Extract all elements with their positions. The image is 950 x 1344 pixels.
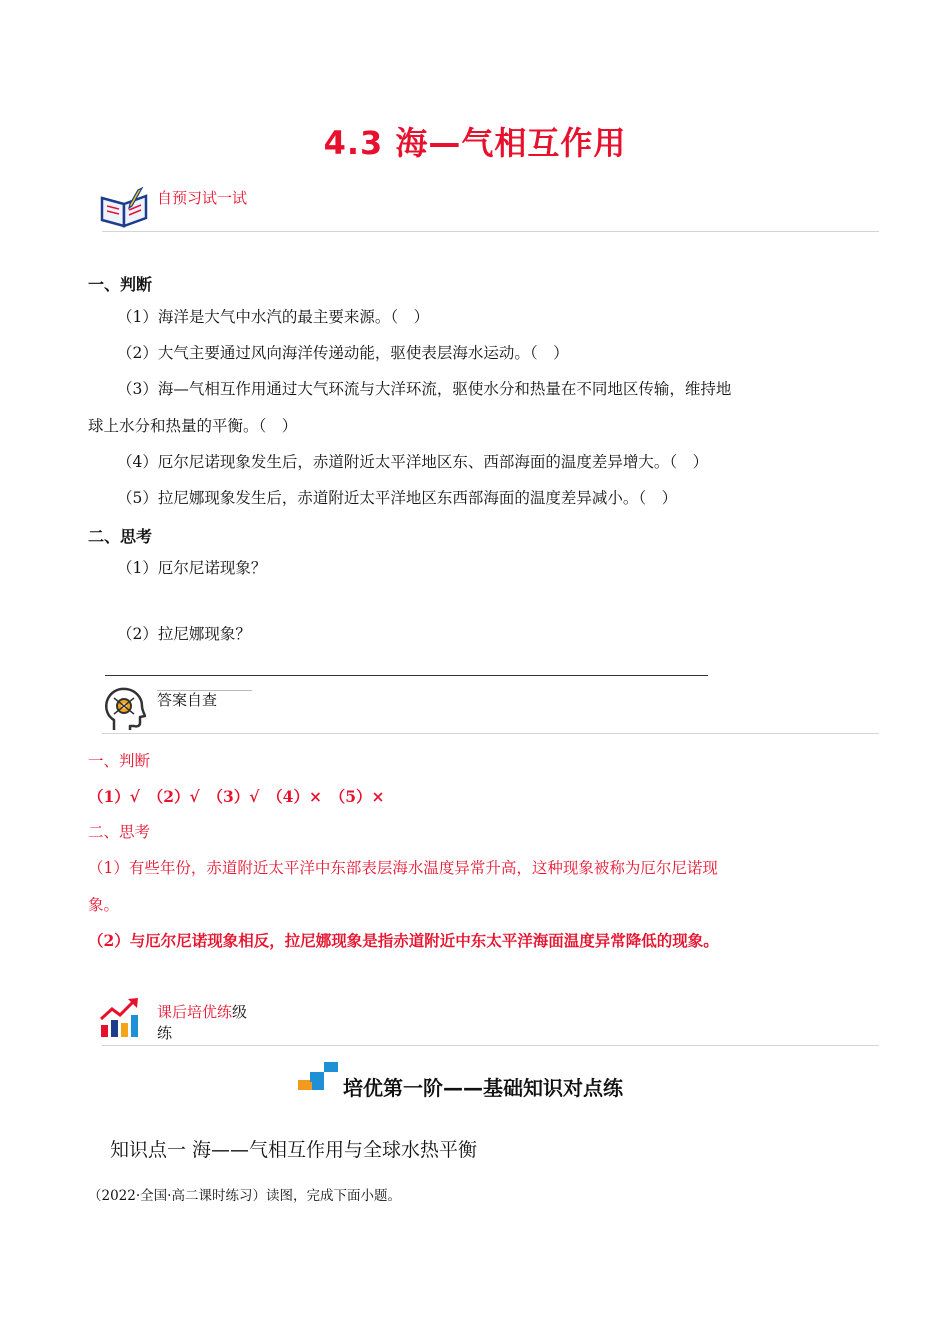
judgment-heading: 一、判断 [88,275,153,294]
tier-title: 培优第一阶——基础知识对点练 [343,1076,623,1100]
page-title: 4.3 海—气相互作用 [323,124,627,162]
answer-judgment: （1）√ （2）√ （3）√ （4）× （5）× [88,787,385,806]
separator-line [105,675,708,676]
think-heading: 二、思考 [88,527,153,546]
question-intro: （2022·全国·高二课时练习）读图，完成下面小题。 [88,1188,401,1204]
think-item: （2）拉尼娜现象？ [117,625,251,643]
answer-think: 象。 [88,896,120,914]
divider [102,1045,879,1046]
answer-think-heading: 二、思考 [88,823,151,841]
growth-chart-icon [98,995,142,1039]
answer-think: （1）有些年份，赤道附近太平洋中东部表层海水温度异常升高，这种现象被称为厄尔尼诺现 [88,859,718,877]
think-item: （1）厄尔尼诺现象？ [117,559,267,577]
label-underline [157,690,252,691]
divider [102,733,879,734]
judgment-item: （3）海—气相互作用通过大气环流与大洋环流，驱使水分和热量在不同地区传输，维持地 [117,380,732,398]
after-class-label: 课后培优练级 [157,1003,248,1021]
answer-judgment-heading: 一、判断 [88,752,151,770]
stairs-icon [298,1060,340,1092]
after-class-label-line2: 练 [157,1024,173,1042]
judgment-item: （2）大气主要通过风向海洋传递动能，驱使表层海水运动。（ ） [117,344,569,362]
answers-label: 答案自查 [157,691,218,709]
knowledge-point-heading: 知识点一 海——气相互作用与全球水热平衡 [110,1139,478,1161]
judgment-item: （4）厄尔尼诺现象发生后，赤道附近太平洋地区东、西部海面的温度差异增大。（ ） [117,453,709,471]
judgment-item: （1）海洋是大气中水汽的最主要来源。（ ） [117,308,430,326]
judgment-item: 球上水分和热量的平衡。（ ） [88,417,298,435]
book-icon [98,186,152,230]
answer-think: （2）与厄尔尼诺现象相反，拉尼娜现象是指赤道附近中东太平洋海面温度异常降低的现象。 [88,931,719,950]
judgment-item: （5）拉尼娜现象发生后，赤道附近太平洋地区东西部海面的温度差异减小。（ ） [117,489,678,507]
preview-label: 自预习试一试 [157,189,248,207]
divider [102,231,879,232]
head-gear-icon [102,686,146,732]
